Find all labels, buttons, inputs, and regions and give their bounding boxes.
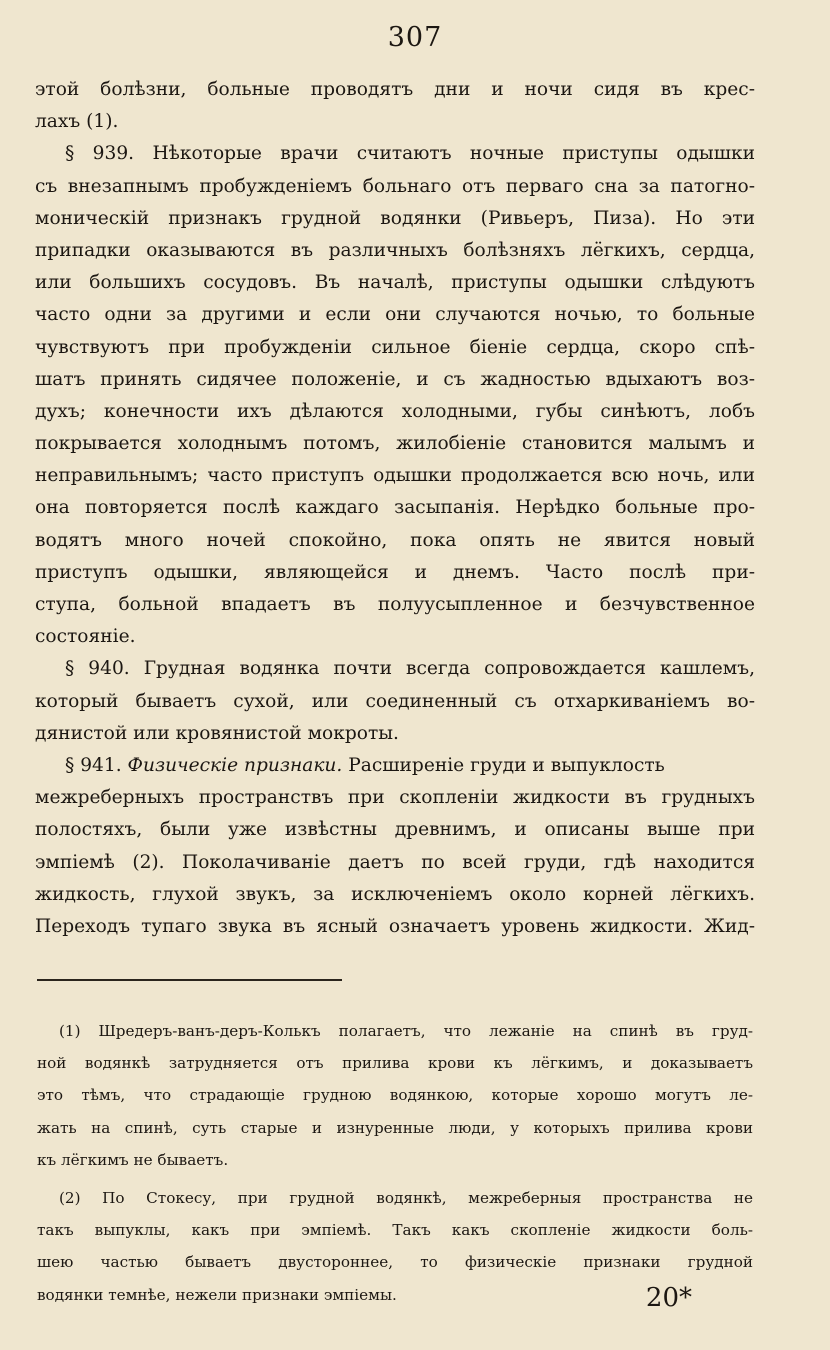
text-line: она повторяется послѣ каждаго засыпанія. Нерѣдко больные про- [35,497,755,519]
footnote-line: это тѣмъ, что страдающіе грудною водянкою, которые хорошо могутъ ле- [37,1086,753,1105]
section-941-heading: Физическіе признаки. [127,754,343,776]
text-line: съ внезапнымъ пробужденіемъ больнаго отъ перваго сна за патогно- [35,175,755,197]
text-line: неправильнымъ; часто приступъ одышки продолжается всю ночь, или [35,465,755,487]
footnote-line: ной водянкѣ затрудняется отъ прилива крови къ лёгкимъ, и доказываетъ [37,1054,753,1073]
text-line: шатъ принять сидячее положеніе, и съ жадностью вдыхаютъ воз- [35,368,755,390]
text-line: дянистой или кровянистой мокроты. [35,722,399,744]
footnote-2-line: (2) По Стокесу, при грудной водянкѣ, межреберныя пространства не [59,1188,753,1207]
section-939-line: § 939. Нѣкоторые врачи считаютъ ночные приступы одышки [65,143,755,165]
text-line: Переходъ тупаго звука въ ясный означаетъ уровень жидкости. Жид- [35,915,755,937]
footnote-line: водянки темнѣе, нежели признаки эмпіемы. [37,1285,397,1304]
text-line: духъ; конечности ихъ дѣлаются холодными, губы синѣютъ, лобъ [35,400,755,422]
section-940-line: § 940. Грудная водянка почти всегда сопровождается кашлемъ, [65,658,755,680]
footnotes [37,1016,753,1312]
text-line: полостяхъ, были уже извѣстны древнимъ, и описаны выше при [35,819,755,841]
footnote-1-line: (1) Шредеръ-ванъ-деръ-Колькъ полагаетъ, что лежаніе на спинѣ въ груд- [59,1022,753,1040]
text-line: водятъ много ночей спокойно, пока опять не явится новый [35,529,755,551]
section-941-line [35,750,755,782]
text-line: этой болѣзни, больные проводятъ дни и ночи сидя въ крес- [35,79,755,100]
section-941-text: Расширеніе груди и выпуклость [342,754,665,776]
text-line: жидкость, глухой звукъ, за исключеніемъ около корней лёгкихъ. [35,883,755,905]
text-line: эмпіемѣ (2). Поколачиваніе даетъ по всей груди, гдѣ находится [35,851,755,873]
text-line: который бываетъ сухой, или соединенный съ отхаркиваніемъ во- [35,690,755,712]
text-line: чувствуютъ при пробужденіи сильное біеніе сердца, скоро спѣ- [35,336,755,358]
text-line: состояніе. [35,626,136,648]
footnote-line: къ лёгкимъ не бываетъ. [37,1150,229,1169]
footnote-divider [37,979,342,981]
footnote-line: шею частью бываетъ двустороннее, то физическіе признаки грудной [37,1253,753,1272]
text-line: лахъ (1). [35,111,119,133]
text-line: или большихъ сосудовъ. Въ началѣ, приступы одышки слѣдуютъ [35,272,755,294]
footnote-line: такъ выпуклы, какъ при эмпіемѣ. Такъ какъ скопленіе жидкости боль- [37,1221,753,1240]
text-line: приступъ одышки, являющейся и днемъ. Часто послѣ при- [35,561,755,583]
text-line: припадки оказываются въ различныхъ болѣзняхъ лёгкихъ, сердца, [35,239,755,261]
section-941-number: § 941. [65,754,128,776]
text-line: ступа, больной впадаетъ въ полуусыпленное и безчувственное [35,594,755,615]
main-text [35,74,755,943]
text-line: моническій признакъ грудной водянки (Ривьеръ, Пиза). Но эти [35,207,755,229]
text-line: часто одни за другими и если они случаются ночью, то больные [35,304,755,326]
footnote-line: жать на спинѣ, суть старые и изнуренные люди, у которыхъ прилива крови [37,1118,753,1137]
text-line: межреберныхъ пространствъ при скопленіи жидкости въ грудныхъ [35,787,755,809]
page-number: 307 [387,22,443,53]
signature-mark: 20* [645,1283,692,1313]
text-line: покрывается холоднымъ потомъ, жилобіеніе становится малымъ и [35,433,755,455]
